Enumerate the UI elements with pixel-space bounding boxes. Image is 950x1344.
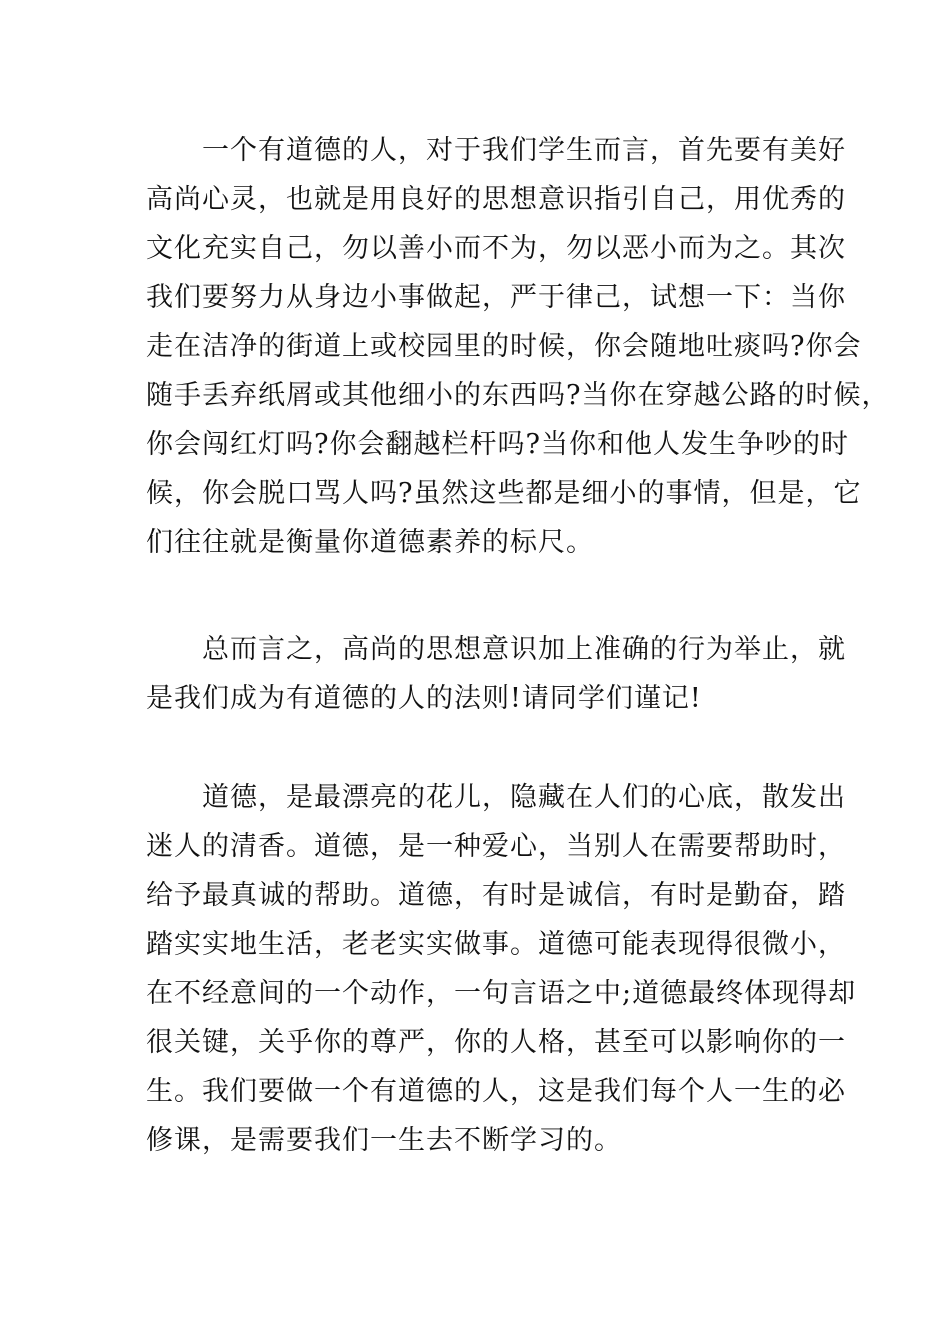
paragraph-line: 你会闯红灯吗?你会翻越栏杆吗?当你和他人发生争吵的时 [146, 429, 849, 460]
paragraph-line: 踏实实地生活，老老实实做事。道德可能表现得很微小， [146, 929, 846, 960]
paragraph-line: 生。我们要做一个有道德的人，这是我们每个人一生的必 [146, 1076, 846, 1107]
paragraph-line: 是我们成为有道德的人的法则!请同学们谨记! [146, 683, 702, 714]
paragraph-line: 文化充实自己，勿以善小而不为，勿以恶小而为之。其次 [146, 233, 846, 264]
paragraph-line: 一个有道德的人，对于我们学生而言，首先要有美好 [146, 135, 846, 166]
paragraph-line: 走在洁净的街道上或校园里的时候，你会随地吐痰吗?你会 [146, 331, 862, 362]
paragraph-line: 随手丢弃纸屑或其他细小的东西吗?当你在穿越公路的时候， [146, 380, 890, 411]
paragraph-line: 道德，是最漂亮的花儿，隐藏在人们的心底，散发出 [146, 782, 846, 813]
paragraph-line: 迷人的清香。道德，是一种爱心，当别人在需要帮助时， [146, 831, 846, 862]
paragraph-line: 修课，是需要我们一生去不断学习的。 [146, 1125, 622, 1156]
paragraph-3 [146, 773, 857, 1165]
paragraph-line: 高尚心灵，也就是用良好的思想意识指引自己，用优秀的 [146, 184, 846, 215]
paragraph-line: 候，你会脱口骂人吗?虽然这些都是细小的事情，但是，它 [146, 478, 862, 509]
paragraph-1 [146, 126, 890, 567]
paragraph-line: 我们要努力从身边小事做起，严于律己，试想一下：当你 [146, 282, 846, 313]
paragraph-line: 们往往就是衡量你道德素养的标尺。 [146, 527, 594, 558]
paragraph-line: 在不经意间的一个动作，一句言语之中;道德最终体现得却 [146, 978, 857, 1009]
paragraph-line: 很关键，关乎你的尊严，你的人格，甚至可以影响你的一 [146, 1027, 846, 1058]
paragraph-line: 给予最真诚的帮助。道德，有时是诚信，有时是勤奋，踏 [146, 880, 846, 911]
paragraph-2 [146, 625, 846, 723]
paragraph-line: 总而言之，高尚的思想意识加上准确的行为举止，就 [146, 634, 846, 665]
